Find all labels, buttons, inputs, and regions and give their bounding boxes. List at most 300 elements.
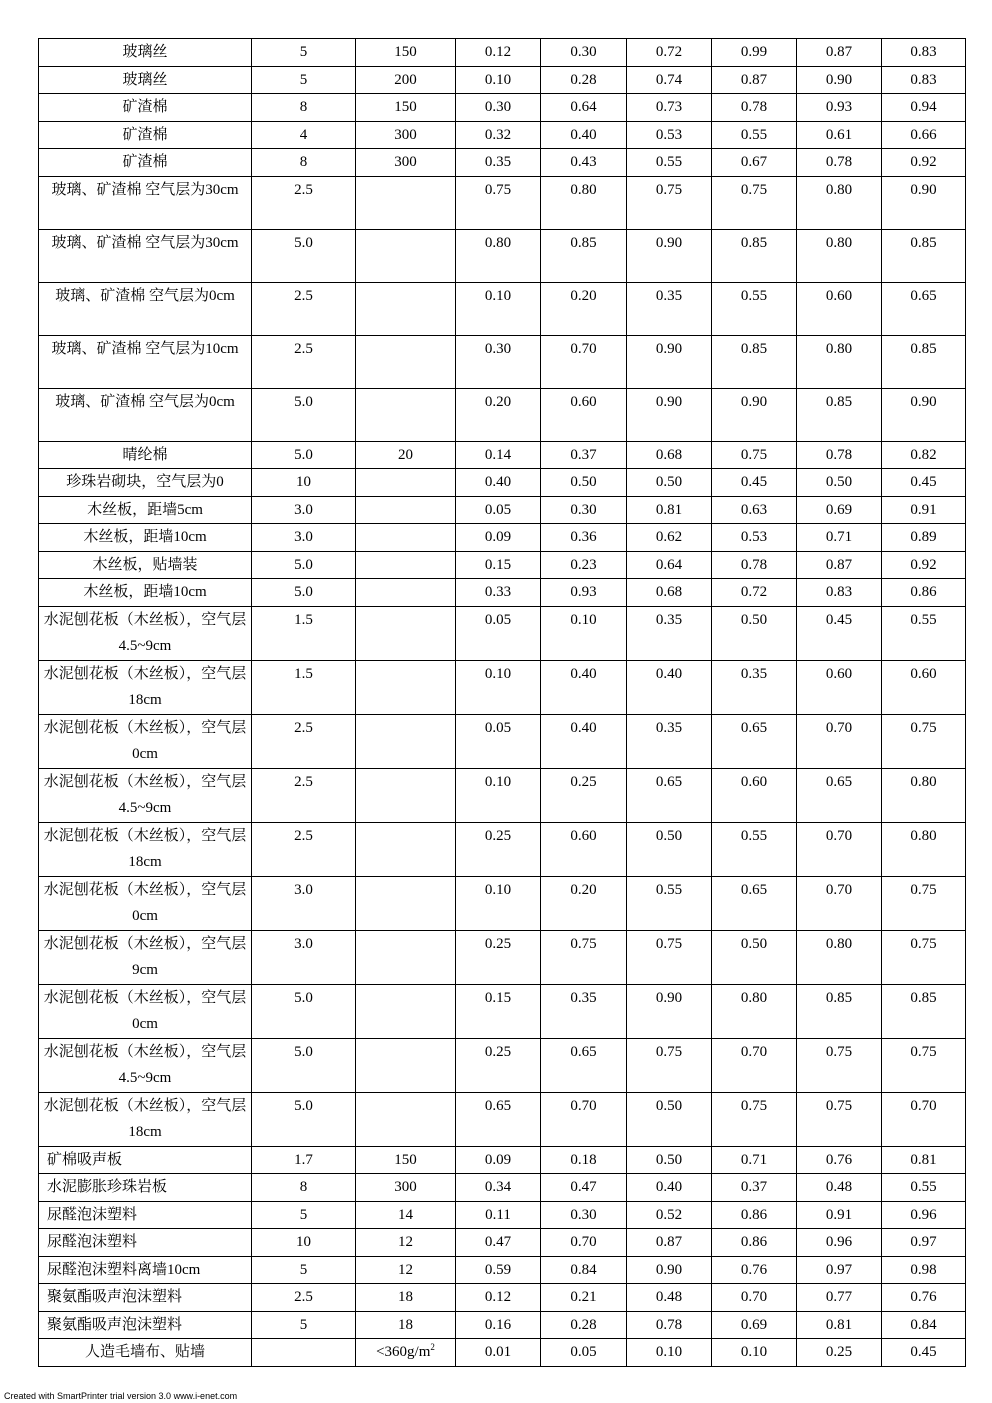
thickness-cell: 5.0 [252, 388, 356, 441]
thickness-cell: 5 [252, 66, 356, 94]
coefficient-cell: 0.70 [541, 1092, 627, 1146]
table-row [39, 39, 966, 67]
table-row [39, 768, 966, 822]
thickness-cell: 5.0 [252, 579, 356, 607]
coefficient-cell: 0.62 [627, 524, 712, 552]
coefficient-cell: 0.84 [541, 1256, 627, 1284]
material-name-cell: 矿渣棉 [39, 94, 252, 122]
density-cell: 14 [356, 1201, 456, 1229]
coefficient-cell: 0.66 [882, 121, 966, 149]
coefficient-cell: 0.40 [541, 714, 627, 768]
coefficient-cell: 0.63 [712, 496, 797, 524]
coefficient-cell: 0.65 [882, 282, 966, 335]
thickness-cell: 8 [252, 94, 356, 122]
table-row [39, 66, 966, 94]
material-name-cell: 水泥刨花板（木丝板），空气层4.5~9cm [39, 1038, 252, 1092]
material-name-cell: 木丝板，贴墙装 [39, 551, 252, 579]
density-cell [356, 714, 456, 768]
coefficient-cell: 0.74 [627, 66, 712, 94]
coefficient-cell: 0.78 [797, 149, 882, 177]
density-cell [356, 660, 456, 714]
coefficient-cell: 0.75 [797, 1092, 882, 1146]
coefficient-cell: 0.53 [712, 524, 797, 552]
coefficient-cell: 0.80 [712, 984, 797, 1038]
coefficient-cell: 0.52 [627, 1201, 712, 1229]
coefficient-cell: 0.01 [456, 1339, 541, 1367]
density-cell: 200 [356, 66, 456, 94]
table-row [39, 579, 966, 607]
density-cell: 150 [356, 94, 456, 122]
material-name-cell: 玻璃、矿渣棉 空气层为30cm [39, 176, 252, 229]
coefficient-cell: 0.80 [797, 335, 882, 388]
material-name-cell: 聚氨酯吸声泡沫塑料 [39, 1311, 252, 1339]
density-cell: 300 [356, 1174, 456, 1202]
coefficient-cell: 0.80 [541, 176, 627, 229]
table-row [39, 176, 966, 229]
table-row [39, 876, 966, 930]
table-row [39, 984, 966, 1038]
thickness-cell: 5.0 [252, 551, 356, 579]
coefficient-cell: 0.65 [456, 1092, 541, 1146]
absorption-coefficient-table [38, 38, 966, 1367]
density-cell [356, 930, 456, 984]
coefficient-cell: 0.70 [712, 1284, 797, 1312]
density-cell [356, 229, 456, 282]
coefficient-cell: 0.16 [456, 1311, 541, 1339]
material-name-cell: 水泥刨花板（木丝板），空气层0cm [39, 984, 252, 1038]
coefficient-cell: 0.92 [882, 149, 966, 177]
table-row [39, 551, 966, 579]
density-cell [356, 496, 456, 524]
coefficient-cell: 0.61 [797, 121, 882, 149]
table-row [39, 1201, 966, 1229]
material-name-cell: 木丝板，距墙5cm [39, 496, 252, 524]
thickness-cell: 5.0 [252, 1092, 356, 1146]
coefficient-cell: 0.35 [541, 984, 627, 1038]
table-row [39, 1311, 966, 1339]
coefficient-cell: 0.25 [541, 768, 627, 822]
coefficient-cell: 0.25 [456, 822, 541, 876]
table-row [39, 714, 966, 768]
coefficient-cell: 0.82 [882, 441, 966, 469]
coefficient-cell: 0.11 [456, 1201, 541, 1229]
coefficient-cell: 0.90 [627, 1256, 712, 1284]
thickness-cell: 2.5 [252, 1284, 356, 1312]
coefficient-cell: 0.75 [712, 1092, 797, 1146]
coefficient-cell: 0.60 [797, 660, 882, 714]
material-name-cell: 水泥刨花板（木丝板），空气层9cm [39, 930, 252, 984]
coefficient-cell: 0.69 [712, 1311, 797, 1339]
coefficient-cell: 0.80 [797, 930, 882, 984]
coefficient-cell: 0.47 [541, 1174, 627, 1202]
table-row [39, 1339, 966, 1367]
coefficient-cell: 0.23 [541, 551, 627, 579]
material-name-cell: 尿醛泡沫塑料 [39, 1201, 252, 1229]
density-cell [356, 579, 456, 607]
coefficient-cell: 0.78 [797, 441, 882, 469]
coefficient-cell: 0.85 [797, 388, 882, 441]
table-row [39, 660, 966, 714]
coefficient-cell: 0.70 [797, 714, 882, 768]
coefficient-cell: 0.75 [882, 714, 966, 768]
coefficient-cell: 0.45 [882, 1339, 966, 1367]
thickness-cell: 1.7 [252, 1146, 356, 1174]
thickness-cell: 3.0 [252, 496, 356, 524]
coefficient-cell: 0.64 [541, 94, 627, 122]
coefficient-cell: 0.50 [712, 606, 797, 660]
coefficient-cell: 0.43 [541, 149, 627, 177]
table-row [39, 606, 966, 660]
thickness-cell: 3.0 [252, 930, 356, 984]
material-name-cell: 尿醛泡沫塑料离墙10cm [39, 1256, 252, 1284]
material-name-cell: 玻璃丝 [39, 66, 252, 94]
material-name-cell: 水泥刨花板（木丝板），空气层18cm [39, 660, 252, 714]
coefficient-cell: 0.94 [882, 94, 966, 122]
coefficient-cell: 0.21 [541, 1284, 627, 1312]
coefficient-cell: 0.72 [627, 39, 712, 67]
coefficient-cell: 0.60 [541, 388, 627, 441]
density-cell [356, 282, 456, 335]
coefficient-cell: 0.28 [541, 66, 627, 94]
coefficient-cell: 0.70 [882, 1092, 966, 1146]
coefficient-cell: 0.86 [882, 579, 966, 607]
coefficient-cell: 0.81 [882, 1146, 966, 1174]
coefficient-cell: 0.14 [456, 441, 541, 469]
coefficient-cell: 0.75 [797, 1038, 882, 1092]
coefficient-cell: 0.50 [627, 822, 712, 876]
material-name-cell: 矿棉吸声板 [39, 1146, 252, 1174]
coefficient-cell: 0.60 [797, 282, 882, 335]
coefficient-cell: 0.15 [456, 984, 541, 1038]
coefficient-cell: 0.05 [456, 496, 541, 524]
coefficient-cell: 0.77 [797, 1284, 882, 1312]
thickness-cell: 2.5 [252, 282, 356, 335]
coefficient-cell: 0.93 [541, 579, 627, 607]
material-name-cell: 木丝板，距墙10cm [39, 579, 252, 607]
coefficient-cell: 0.10 [456, 282, 541, 335]
density-cell [356, 551, 456, 579]
coefficient-cell: 0.09 [456, 1146, 541, 1174]
density-cell [356, 768, 456, 822]
material-name-cell: 水泥刨花板（木丝板），空气层0cm [39, 876, 252, 930]
coefficient-cell: 0.45 [797, 606, 882, 660]
coefficient-cell: 0.05 [456, 606, 541, 660]
coefficient-cell: 0.85 [882, 335, 966, 388]
coefficient-cell: 0.97 [882, 1229, 966, 1257]
coefficient-cell: 0.40 [627, 1174, 712, 1202]
coefficient-cell: 0.98 [882, 1256, 966, 1284]
coefficient-cell: 0.70 [797, 822, 882, 876]
material-name-cell: 玻璃、矿渣棉 空气层为30cm [39, 229, 252, 282]
table-row [39, 496, 966, 524]
density-cell [356, 176, 456, 229]
table-row [39, 930, 966, 984]
coefficient-cell: 0.80 [882, 768, 966, 822]
coefficient-cell: 0.50 [627, 1092, 712, 1146]
coefficient-cell: 0.75 [627, 930, 712, 984]
table-row [39, 524, 966, 552]
density-cell: 20 [356, 441, 456, 469]
coefficient-cell: 0.91 [882, 496, 966, 524]
table-row [39, 282, 966, 335]
coefficient-cell: 0.91 [797, 1201, 882, 1229]
coefficient-cell: 0.70 [541, 335, 627, 388]
coefficient-cell: 0.48 [627, 1284, 712, 1312]
coefficient-cell: 0.75 [456, 176, 541, 229]
table-row [39, 469, 966, 497]
coefficient-cell: 0.78 [627, 1311, 712, 1339]
coefficient-cell: 0.25 [456, 930, 541, 984]
material-name-cell: 矿渣棉 [39, 121, 252, 149]
material-name-cell: 尿醛泡沫塑料 [39, 1229, 252, 1257]
density-cell [356, 1092, 456, 1146]
coefficient-cell: 0.55 [712, 822, 797, 876]
density-cell [356, 606, 456, 660]
coefficient-cell: 0.10 [541, 606, 627, 660]
coefficient-cell: 0.25 [456, 1038, 541, 1092]
table-row [39, 1256, 966, 1284]
table-row [39, 1146, 966, 1174]
coefficient-cell: 0.05 [456, 714, 541, 768]
density-cell [356, 388, 456, 441]
coefficient-cell: 0.28 [541, 1311, 627, 1339]
coefficient-cell: 0.92 [882, 551, 966, 579]
coefficient-cell: 0.84 [882, 1311, 966, 1339]
coefficient-cell: 0.78 [712, 94, 797, 122]
coefficient-cell: 0.72 [712, 579, 797, 607]
coefficient-cell: 0.78 [712, 551, 797, 579]
coefficient-cell: 0.65 [712, 714, 797, 768]
coefficient-cell: 0.81 [797, 1311, 882, 1339]
density-cell: 150 [356, 39, 456, 67]
coefficient-cell: 0.83 [882, 66, 966, 94]
coefficient-cell: 0.90 [712, 388, 797, 441]
coefficient-cell: 0.85 [712, 229, 797, 282]
material-name-cell: 玻璃、矿渣棉 空气层为0cm [39, 388, 252, 441]
coefficient-cell: 0.12 [456, 1284, 541, 1312]
coefficient-cell: 0.90 [627, 335, 712, 388]
coefficient-cell: 0.85 [797, 984, 882, 1038]
coefficient-cell: 0.18 [541, 1146, 627, 1174]
thickness-cell: 2.5 [252, 176, 356, 229]
material-name-cell: 水泥刨花板（木丝板），空气层18cm [39, 1092, 252, 1146]
coefficient-cell: 0.87 [712, 66, 797, 94]
coefficient-cell: 0.97 [797, 1256, 882, 1284]
coefficient-cell: 0.90 [882, 388, 966, 441]
coefficient-cell: 0.35 [627, 606, 712, 660]
coefficient-cell: 0.86 [712, 1229, 797, 1257]
coefficient-cell: 0.64 [627, 551, 712, 579]
coefficient-cell: 0.85 [882, 984, 966, 1038]
coefficient-cell: 0.40 [541, 660, 627, 714]
thickness-cell: 5.0 [252, 1038, 356, 1092]
coefficient-cell: 0.60 [712, 768, 797, 822]
density-cell [356, 524, 456, 552]
density-cell [356, 1038, 456, 1092]
coefficient-cell: 0.75 [712, 176, 797, 229]
coefficient-cell: 0.67 [712, 149, 797, 177]
coefficient-cell: 0.70 [797, 876, 882, 930]
coefficient-cell: 0.50 [627, 469, 712, 497]
coefficient-cell: 0.20 [541, 876, 627, 930]
coefficient-cell: 0.30 [541, 39, 627, 67]
coefficient-cell: 0.76 [712, 1256, 797, 1284]
coefficient-cell: 0.47 [456, 1229, 541, 1257]
coefficient-cell: 0.68 [627, 441, 712, 469]
thickness-cell: 2.5 [252, 768, 356, 822]
table-row [39, 441, 966, 469]
thickness-cell: 5.0 [252, 441, 356, 469]
coefficient-cell: 0.65 [797, 768, 882, 822]
thickness-cell: 10 [252, 1229, 356, 1257]
coefficient-cell: 0.85 [712, 335, 797, 388]
table-row [39, 94, 966, 122]
coefficient-cell: 0.30 [456, 94, 541, 122]
coefficient-cell: 0.75 [712, 441, 797, 469]
absorption-table-sheet [38, 38, 965, 1367]
coefficient-cell: 0.30 [456, 335, 541, 388]
coefficient-cell: 0.90 [797, 66, 882, 94]
coefficient-cell: 0.55 [882, 1174, 966, 1202]
coefficient-cell: 0.75 [541, 930, 627, 984]
thickness-cell: 5.0 [252, 984, 356, 1038]
coefficient-cell: 0.80 [456, 229, 541, 282]
coefficient-cell: 0.65 [541, 1038, 627, 1092]
coefficient-cell: 0.71 [712, 1146, 797, 1174]
coefficient-cell: 0.32 [456, 121, 541, 149]
coefficient-cell: 0.75 [627, 1038, 712, 1092]
coefficient-cell: 0.55 [712, 121, 797, 149]
coefficient-cell: 0.68 [627, 579, 712, 607]
coefficient-cell: 0.75 [882, 1038, 966, 1092]
density-cell: 300 [356, 149, 456, 177]
coefficient-cell: 0.89 [882, 524, 966, 552]
table-row [39, 388, 966, 441]
coefficient-cell: 0.71 [797, 524, 882, 552]
density-cell: 300 [356, 121, 456, 149]
coefficient-cell: 0.99 [712, 39, 797, 67]
density-cell: 18 [356, 1284, 456, 1312]
thickness-cell: 2.5 [252, 335, 356, 388]
coefficient-cell: 0.60 [882, 660, 966, 714]
density-cell [356, 984, 456, 1038]
material-name-cell: 水泥刨花板（木丝板），空气层4.5~9cm [39, 768, 252, 822]
thickness-cell: 5.0 [252, 229, 356, 282]
density-cell [356, 822, 456, 876]
table-row [39, 1038, 966, 1092]
material-name-cell: 水泥刨花板（木丝板），空气层4.5~9cm [39, 606, 252, 660]
density-cell: 12 [356, 1256, 456, 1284]
coefficient-cell: 0.37 [712, 1174, 797, 1202]
coefficient-cell: 0.96 [797, 1229, 882, 1257]
coefficient-cell: 0.50 [541, 469, 627, 497]
coefficient-cell: 0.80 [882, 822, 966, 876]
density-cell [356, 1339, 456, 1367]
coefficient-cell: 0.45 [882, 469, 966, 497]
coefficient-cell: 0.60 [541, 822, 627, 876]
thickness-cell: 8 [252, 1174, 356, 1202]
thickness-cell [252, 1339, 356, 1367]
thickness-cell: 3.0 [252, 876, 356, 930]
coefficient-cell: 0.70 [712, 1038, 797, 1092]
coefficient-cell: 0.10 [456, 660, 541, 714]
coefficient-cell: 0.73 [627, 94, 712, 122]
coefficient-cell: 0.40 [541, 121, 627, 149]
coefficient-cell: 0.30 [541, 1201, 627, 1229]
coefficient-cell: 0.65 [712, 876, 797, 930]
thickness-cell: 2.5 [252, 822, 356, 876]
coefficient-cell: 0.34 [456, 1174, 541, 1202]
coefficient-cell: 0.40 [627, 660, 712, 714]
coefficient-cell: 0.20 [456, 388, 541, 441]
coefficient-cell: 0.87 [627, 1229, 712, 1257]
density-text: <360g/m [376, 1344, 431, 1360]
material-name-cell: 晴纶棉 [39, 441, 252, 469]
thickness-cell: 8 [252, 149, 356, 177]
coefficient-cell: 0.87 [797, 551, 882, 579]
coefficient-cell: 0.48 [797, 1174, 882, 1202]
coefficient-cell: 0.70 [541, 1229, 627, 1257]
coefficient-cell: 0.80 [797, 229, 882, 282]
table-row [39, 1092, 966, 1146]
coefficient-cell: 0.10 [456, 876, 541, 930]
coefficient-cell: 0.81 [627, 496, 712, 524]
coefficient-cell: 0.83 [882, 39, 966, 67]
material-name-cell: 水泥膨胀珍珠岩板 [39, 1174, 252, 1202]
density-cell [356, 876, 456, 930]
coefficient-cell: 0.10 [627, 1339, 712, 1367]
thickness-cell: 5 [252, 1311, 356, 1339]
coefficient-cell: 0.55 [627, 876, 712, 930]
material-name-cell: 聚氨酯吸声泡沫塑料 [39, 1284, 252, 1312]
coefficient-cell: 0.50 [797, 469, 882, 497]
coefficient-cell: 0.76 [882, 1284, 966, 1312]
coefficient-cell: 0.10 [456, 66, 541, 94]
coefficient-cell: 0.55 [882, 606, 966, 660]
coefficient-cell: 0.50 [712, 930, 797, 984]
coefficient-cell: 0.86 [712, 1201, 797, 1229]
coefficient-cell: 0.75 [627, 176, 712, 229]
coefficient-cell: 0.40 [456, 469, 541, 497]
table-row [39, 1174, 966, 1202]
coefficient-cell: 0.37 [541, 441, 627, 469]
coefficient-cell: 0.45 [712, 469, 797, 497]
coefficient-cell: 0.93 [797, 94, 882, 122]
material-name-cell: 玻璃、矿渣棉 空气层为10cm [39, 335, 252, 388]
coefficient-cell: 0.90 [627, 229, 712, 282]
material-name-cell: 珍珠岩砌块，空气层为0 [39, 469, 252, 497]
density-cell: 150 [356, 1146, 456, 1174]
material-name-cell: 木丝板，距墙10cm [39, 524, 252, 552]
coefficient-cell: 0.55 [712, 282, 797, 335]
thickness-cell: 3.0 [252, 524, 356, 552]
coefficient-cell: 0.80 [797, 176, 882, 229]
density-cell: 18 [356, 1311, 456, 1339]
thickness-cell: 5 [252, 1256, 356, 1284]
thickness-cell: 2.5 [252, 714, 356, 768]
coefficient-cell: 0.55 [627, 149, 712, 177]
material-name-cell: 矿渣棉 [39, 149, 252, 177]
coefficient-cell: 0.75 [882, 876, 966, 930]
coefficient-cell: 0.90 [627, 388, 712, 441]
table-row [39, 335, 966, 388]
table-row [39, 149, 966, 177]
coefficient-cell: 0.33 [456, 579, 541, 607]
coefficient-cell: 0.76 [797, 1146, 882, 1174]
table-row [39, 121, 966, 149]
coefficient-cell: 0.83 [797, 579, 882, 607]
coefficient-cell: 0.35 [712, 660, 797, 714]
